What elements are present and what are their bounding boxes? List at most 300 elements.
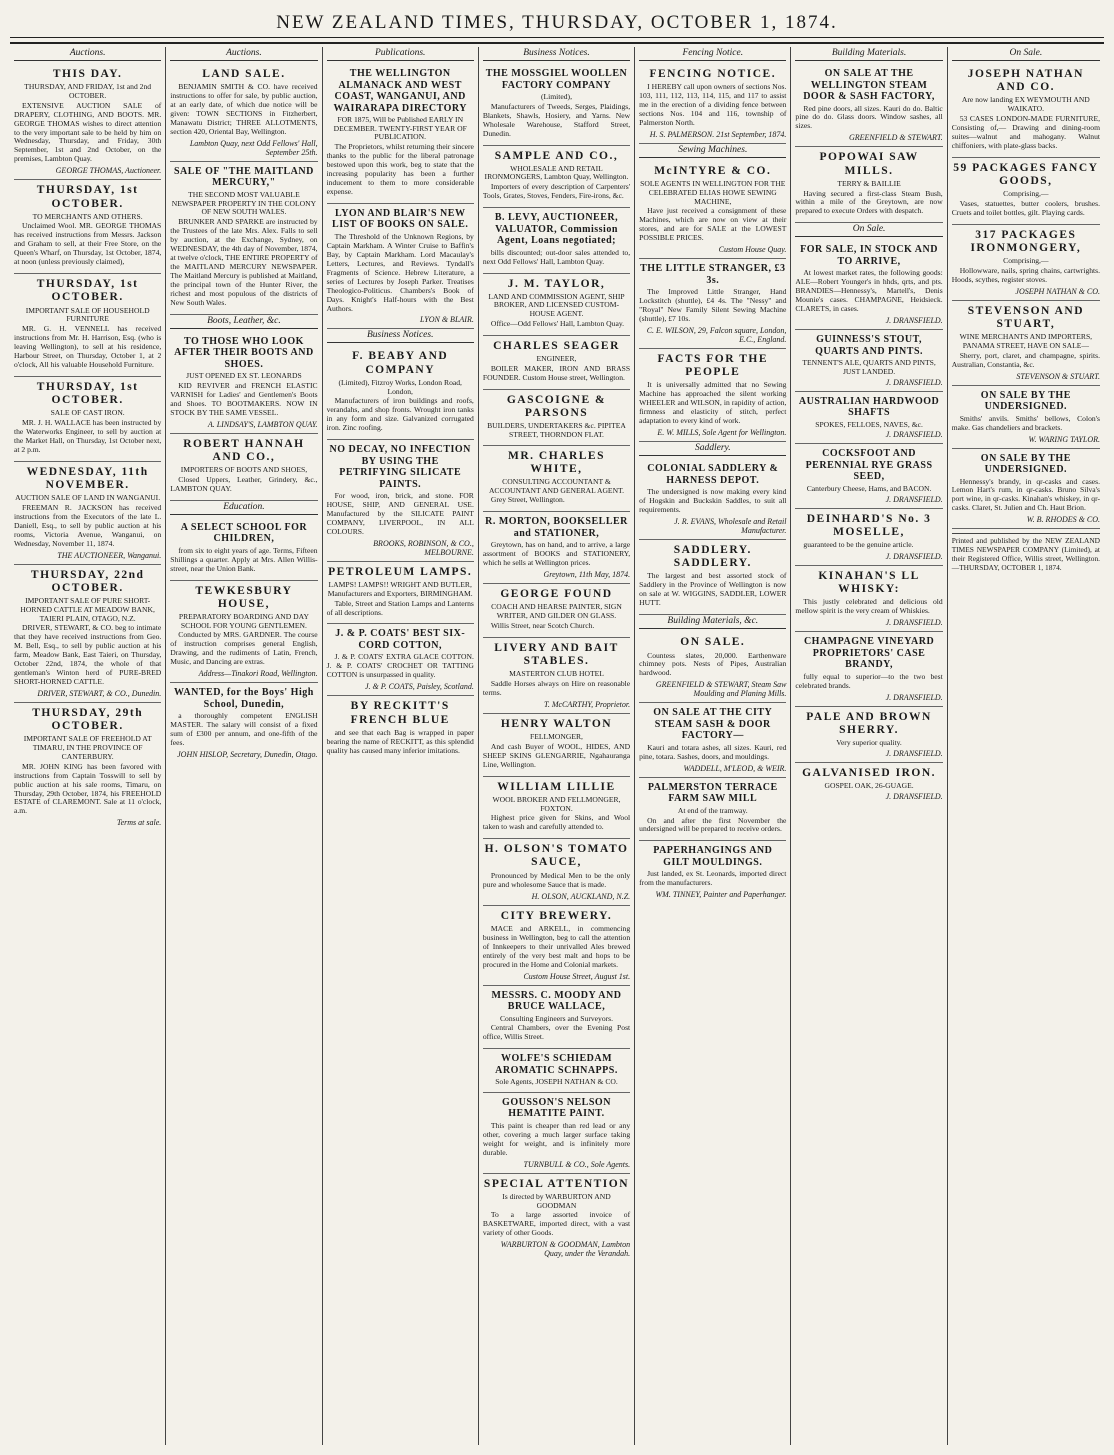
ad-signature: C. E. WILSON, 29, Falcon square, London, E.C., England. [646, 325, 787, 344]
ad-subtitle: COACH AND HEARSE PAINTER, SIGN WRITER, AND GILDER ON GLASS. [491, 602, 622, 621]
ad-body [483, 249, 630, 267]
ad-paragraph: fully equal to superior—to the two best celebrated brands. [795, 671, 943, 690]
advertisement [795, 240, 942, 330]
ad-signature: Address—Tinakori Road, Wellington. [198, 669, 318, 679]
ad-title: LIVERY AND BAIT STABLES. [494, 641, 619, 668]
ad-title: 59 PACKAGES FANCY GOODS, [953, 161, 1099, 187]
ad-title: STEVENSON AND STUART, [967, 304, 1085, 331]
ad-title: SALE OF "THE MAITLAND MERCURY," [173, 165, 314, 189]
ad-body [483, 743, 630, 770]
ad-paragraph: Greytown, has on hand, and to arrive, a large assortment of BOOKS and STATIONERY, which he sells at Wellington prices. [482, 540, 631, 568]
advertisement [639, 349, 786, 442]
ad-body [952, 478, 1100, 514]
ad-body [327, 600, 474, 618]
advertisement [952, 225, 1100, 301]
advertisement [483, 638, 630, 714]
ad-title: THURSDAY, 1st OCTOBER. [36, 278, 139, 304]
ad-subtitle: Canterbury Cheese, Hams, and BACON. [806, 483, 932, 493]
ad-signature: WADDELL, M'LEOD, & WEIR. [683, 763, 787, 773]
ad-title: PETROLEUM LAMPS. [328, 565, 473, 578]
ad-paragraph: DRIVER, STEWART, & CO. beg to intimate that they have received instructions from Geo. M. Bell, Esq., to sell by public auction at his farm, Meadow Bank, East Taieri, on Thursday, October 22nd, 1874, the whole of that gentleman's Winton herd of PURE-BRED SHORT-HORNED CATTLE. [14, 623, 162, 687]
ad-paragraph: And cash Buyer of WOOL, HIDES, AND SHEEP SKINS GLENGARRIE, Ngahauranga Line, Wellington. [482, 741, 631, 769]
ad-title: CHAMPAGNE VINEYARD PROPRIETORS' CASE BRANDY, [803, 636, 935, 671]
ad-title: THURSDAY, 1st OCTOBER. [36, 380, 139, 407]
ad-paragraph: It is universally admitted that no Sewing Machine has approached the silent working WHEELER and WILSON, in rapidity of action, firmness and elasticity of stitch, perfect adaptation to every kind of work. [639, 380, 787, 426]
ad-signature: J. DRANSFIELD. [885, 430, 943, 440]
ad-title: THE MOSSGIEL WOOLLEN FACTORY COMPANY [485, 68, 628, 91]
ad-paragraph: Closed Uppers, Leather, Grindery, &c., LAMBTON QUAY. [170, 474, 318, 493]
column-2 [166, 47, 322, 1445]
ad-signature: Terms at sale. [116, 818, 162, 828]
ad-title: ON SALE. [680, 636, 746, 649]
advertisement [483, 986, 630, 1050]
ad-subtitle: SALE OF CAST IRON. [50, 408, 125, 418]
ad-subtitle: ENGINEER, [536, 354, 577, 364]
advertisement [952, 301, 1100, 386]
ad-paragraph: Office—Odd Fellows' Hall, Lambton Quay. [490, 318, 625, 328]
advertisement [327, 346, 474, 440]
ad-body [952, 267, 1100, 285]
advertisement [483, 390, 630, 446]
ad-body [170, 382, 317, 418]
ad-title: McINTYRE & CO. [654, 164, 772, 177]
advertisement [170, 581, 317, 684]
advertisement [795, 509, 942, 566]
ad-body [14, 222, 161, 267]
ad-title: TEWKESBURY HOUSE, [195, 584, 293, 610]
advertisement [639, 259, 786, 349]
ad-subtitle: Comprising,— [1003, 189, 1049, 199]
ad-paragraph: MR. J. H. WALLACE has been instructed by the Waterworks Engineer, to sell by auction at the Market Hall, on Thursday, 1st October next, at 2 p.m. [14, 418, 162, 454]
ad-body [639, 817, 786, 835]
ad-subtitle: MASTERTON CLUB HOTEL [509, 669, 604, 679]
ad-body [327, 729, 474, 756]
ad-signature: J. DRANSFIELD. [885, 551, 943, 561]
advertisement [483, 208, 630, 273]
ad-signature: W. WARING TAYLOR. [1028, 434, 1100, 444]
ad-paragraph: 53 CASES LONDON-MADE FURNITURE, Consisting of,— Drawing and dining-room suites—walnut and mahogany. Walnut chiffoniers, with plate-glass backs. [951, 113, 1100, 150]
section-heading: Business Notices. [483, 47, 630, 61]
ad-title: ON SALE AT THE WELLINGTON STEAM DOOR & SASH FACTORY, [803, 68, 935, 102]
advertisement [483, 146, 630, 209]
ad-title: CITY BREWERY. [500, 909, 613, 922]
ad-paragraph: Willis Street, near Scotch Church. [490, 620, 595, 630]
ad-paragraph: The Improved Little Stranger, Hand Lockstitch (shuttle), £4 4s. The "Nessy" and "Royal" New Family Silent Sewing Machine (shuttle), £7 10s. [639, 287, 787, 324]
ad-body [483, 183, 630, 201]
ad-title: J. M. TAYLOR, [507, 277, 606, 290]
ad-paragraph: Manufacturers of iron buildings and roofs, verandahs, and shop fronts. Wrought iron tanks in any form and size. Galvanized corrugated iron. Zinc roofing. [326, 396, 474, 433]
advertisement [795, 566, 942, 632]
advertisement [483, 584, 630, 638]
ad-title: DEINHARD'S No. 3 MOSELLE, [806, 512, 932, 538]
ad-title: A SELECT SCHOOL FOR CHILDREN, [180, 521, 308, 545]
ad-paragraph: Hollowware, nails, spring chains, cartwrights. Hoods, scythes, register stoves. [951, 265, 1100, 284]
ad-body [483, 925, 630, 970]
ad-body [795, 598, 942, 616]
advertisement [795, 392, 942, 445]
ad-title: CHARLES SEAGER [493, 339, 620, 352]
ad-title: GUINNESS'S STOUT, QUARTS AND PINTS. [815, 334, 923, 357]
ad-paragraph: On and after the first November the undersigned will be prepared to receive orders. [639, 815, 787, 834]
advertisement [170, 683, 317, 763]
section-heading: Education. [170, 501, 317, 515]
ad-body [483, 496, 630, 505]
ad-body [483, 365, 630, 383]
ad-paragraph: To a large assorted invoice of BASKETWARE, imported direct, with a vast variety of other Goods. [482, 1210, 631, 1238]
advertisement [795, 330, 942, 391]
advertisement [639, 161, 786, 259]
ad-body [170, 83, 317, 137]
section-heading: On Sale. [795, 223, 942, 237]
advertisement [170, 64, 317, 162]
ad-signature: BROOKS, ROBINSON, & CO., MELBOURNE. [373, 538, 474, 557]
ad-subtitle: Is directed by WARBURTON AND GOODMAN [502, 1191, 611, 1210]
ad-subtitle: WOOL BROKER AND FELLMONGER, FOXTON. [492, 794, 621, 813]
ad-body [170, 631, 317, 667]
ad-body [170, 712, 317, 748]
ad-subtitle: WINE MERCHANTS AND IMPORTERS, PANAMA STREET, HAVE ON SALE— [959, 332, 1093, 350]
ad-paragraph: This paint is cheaper than red lead or any other, covering a much larger surface taking weight for weight, and is infinitely more durable. [482, 1120, 631, 1157]
ad-paragraph: KID REVIVER and FRENCH ELASTIC VARNISH for Ladies' and Gentlemen's Boots and Shoes. TO BOOTMAKERS. NOW IN STOCK BY THE SAME VESSEL. [170, 380, 318, 417]
ad-subtitle: TO MERCHANTS AND OTHERS. [32, 211, 143, 221]
ad-body [170, 476, 317, 494]
ad-paragraph: Just landed, ex St. Leonards, imported direct from the manufacturers. [639, 869, 787, 888]
ad-subtitle: AUCTION SALE OF LAND IN WANGANUI. [15, 493, 161, 503]
column-1 [10, 47, 166, 1445]
ad-subtitle: BUILDERS, UNDERTAKERS &c. PIPITEA STREET, THORNDON FLAT. [487, 421, 626, 439]
advertisement [639, 703, 786, 777]
ad-paragraph: from six to eight years of age. Terms, Fifteen Shillings a quarter. Apply at Mrs. Allen Willis-street, near the Union Bank. [170, 545, 318, 573]
advertisement [952, 158, 1100, 225]
advertisement [483, 1049, 630, 1093]
advertisement [483, 906, 630, 986]
ad-signature: Custom House Street, August 1st. [523, 971, 631, 981]
ad-body [639, 572, 786, 608]
ad-body [639, 870, 786, 888]
column-6 [791, 47, 947, 1445]
advertisement [483, 714, 630, 777]
ad-signature: STEVENSON & STUART. [1016, 371, 1100, 381]
advertisement [327, 64, 474, 204]
ad-subtitle: Sole Agents, JOSEPH NATHAN & CO. [495, 1077, 618, 1087]
ad-title: GEORGE FOUND [500, 588, 613, 601]
ad-body [14, 419, 161, 455]
advertisement [483, 1174, 630, 1263]
ad-paragraph: guaranteed to be the genuine article. [803, 539, 914, 549]
ad-paragraph: Hennessy's brandy, in qr-casks and cases. Lemon Hart's rum, in qr-casks. Bruno Silva's port wine, in qr-casks. Kinahan's whiskey, in qr-casks. Claret, St. Julien and Ch. Haut Brion. [951, 476, 1100, 513]
ad-signature: H. S. PALMERSON. 21st September, 1874. [649, 129, 787, 139]
advertisement [14, 565, 161, 703]
advertisement [14, 462, 161, 565]
column-4 [479, 47, 635, 1445]
publisher-imprint: Printed and published by the NEW ZEALAND TIMES NEWSPAPER COMPANY (Limited), at their Registered Office, Willis street, Wellington.—THURSDAY, OCTOBER 1, 1874. [952, 533, 1100, 573]
ad-title: GASCOIGNE & PARSONS [506, 393, 607, 419]
ad-title: COLONIAL SADDLERY & HARNESS DEPOT. [647, 463, 779, 486]
ad-signature: TURNBULL & CO., Sole Agents. [523, 1159, 631, 1169]
section-heading: Publications. [327, 47, 474, 61]
ad-paragraph: Unclaimed Wool. MR. GEORGE THOMAS has received instructions from Messrs. Jackson and Graham to sell, at their Free Store, on the Queen's Wharf, on Thursday, 1st October, 1874, at noon (unless previously claimed), [14, 221, 162, 267]
ad-title: THURSDAY, 29th OCTOBER. [32, 707, 144, 733]
ad-body [483, 1211, 630, 1238]
ad-paragraph: I HEREBY call upon owners of sections Nos. 103, 111, 112, 113, 114, 115, and 117 to assist me in the erection of a dividing fence between sections Nos. 104 and 116, township of Palmerston North. [639, 82, 787, 128]
section-heading: Saddlery. [639, 442, 786, 456]
advertisement [483, 64, 630, 146]
ad-body [170, 218, 317, 308]
ad-subtitle: FELLMONGER, [530, 732, 583, 742]
ad-title: J. & P. COATS' BEST SIX-CORD COTTON, [335, 628, 466, 651]
ad-body [639, 744, 786, 762]
advertisement [483, 446, 630, 513]
ad-title: R. MORTON, BOOKSELLER and STATIONER, [485, 516, 628, 539]
advertisement [639, 540, 786, 615]
ad-title: ON SALE BY THE UNDERSIGNED. [980, 452, 1071, 475]
ad-title: SPECIAL ATTENTION [483, 1177, 630, 1190]
section-heading: Sewing Machines. [639, 144, 786, 158]
advertisement [327, 624, 474, 696]
ad-subtitle: THE SECOND MOST VALUABLE NEWSPAPER PROPERTY IN THE COLONY OF NEW SOUTH WALES. [171, 189, 317, 217]
ad-paragraph: MACE and ARKELL, in commencing business in Wellington, beg to call the attention of Innkeepers to their unrivalled Ales brewed entirely of the very best malt and hops to be procured in the Home and Colonial markets. [482, 923, 631, 969]
advertisement [795, 763, 942, 805]
ad-body [639, 83, 786, 128]
ad-title: THE WELLINGTON ALMANACK AND WEST COAST, WANGANUI, AND WAIRARAPA DIRECTORY [333, 68, 467, 114]
advertisement [483, 336, 630, 390]
ad-subtitle: (Limited), Fitzroy Works, London Road, London, [338, 377, 462, 396]
ad-title: PALE AND BROWN SHERRY. [806, 710, 932, 736]
advertisement [795, 632, 942, 706]
ad-title: POPOWAI SAW MILLS. [819, 151, 919, 177]
ad-subtitle: CONSULTING ACCOUNTANT & ACCOUNTANT AND GENERAL AGENT. [488, 476, 625, 495]
ad-paragraph: Have just received a consignment of these Machines, which are now on view at their stores, and are for SALE at the LOWEST POSSIBLE PRICES. [639, 206, 787, 243]
ad-subtitle: LAMPS! LAMPS!! WRIGHT AND BUTLER, Manufacturers and Exporters, BIRMINGHAM. [327, 580, 473, 598]
advertisement [795, 707, 942, 763]
advertisement [639, 459, 786, 540]
ad-signature: Custom House Quay. [718, 245, 787, 255]
section-heading: Boots, Leather, &c. [170, 315, 317, 329]
advertisement [952, 449, 1100, 530]
ad-title: MESSRS. C. MOODY AND BRUCE WALLACE, [491, 989, 622, 1013]
ad-subtitle: TENNENT'S ALE, QUARTS AND PINTS, JUST LANDED. [802, 358, 936, 376]
ad-title: SAMPLE AND CO., [494, 149, 619, 162]
ad-body [795, 105, 942, 132]
ad-title: F. BEABY AND COMPANY [352, 350, 449, 376]
ad-signature: GREENFIELD & STEWART. [848, 133, 943, 143]
advertisement [795, 64, 942, 147]
ad-title: THURSDAY, 1st OCTOBER. [36, 184, 139, 210]
section-heading: Building Materials, &c. [639, 615, 786, 629]
ad-title: PAPERHANGINGS AND GILT MOULDINGS. [653, 845, 773, 868]
ad-signature: J. DRANSFIELD. [885, 377, 943, 387]
ad-body [327, 653, 474, 680]
section-heading: On Sale. [952, 47, 1100, 61]
advertisement [639, 64, 786, 144]
ad-title: SADDLERY. SADDLERY. [673, 544, 752, 570]
ad-title: COCKSFOOT AND PERENNIAL RYE GRASS SEED, [805, 448, 933, 483]
ad-paragraph: The largest and best assorted stock of Saddlery in the Province of Wellington is now on sale at W. WIGGINS, SADDLER, LOWER HUTT. [639, 571, 787, 608]
ad-body [639, 288, 786, 324]
ad-body [483, 622, 630, 631]
ad-subtitle: TERRY & BAILLIE [837, 178, 901, 188]
ad-title: WOLFE'S SCHIEDAM AROMATIC SCHNAPPS. [495, 1053, 618, 1076]
section-heading: Business Notices. [327, 329, 474, 343]
ad-title: FACTS FOR THE PEOPLE [657, 352, 768, 379]
ad-body [639, 488, 786, 515]
ad-paragraph: EXTENSIVE AUCTION SALE of DRAPERY, CLOTHING, AND BOOTS. MR. GEORGE THOMAS wishes to direct attention to the very important sale to be held by him on Wednesday, Thursday, and Friday, 30th September, 1st and 2nd October, on the premises, Lambton Quay. [14, 100, 162, 164]
ad-title: FOR SALE, IN STOCK AND TO ARRIVE, [800, 244, 938, 267]
ad-title: HENRY WALTON [500, 717, 613, 730]
advertisement [327, 696, 474, 761]
advertisement [483, 839, 630, 905]
ad-title: KINAHAN'S LL WHISKY: [818, 569, 920, 596]
ad-title: ROBERT HANNAH AND CO., [183, 437, 305, 463]
ad-title: WANTED, for the Boys' High School, Dunedin, [174, 687, 314, 710]
ad-subtitle: (Limited), [540, 92, 572, 101]
advertisement [14, 377, 161, 462]
ad-signature: J. & P. COATS, Paisley, Scotland. [364, 682, 474, 692]
ad-subtitle: THURSDAY, AND FRIDAY, 1st and 2nd OCTOBER. [24, 82, 152, 100]
advertisement [170, 434, 317, 501]
ad-title: THIS DAY. [52, 68, 123, 80]
column-7 [948, 47, 1104, 1445]
ad-signature: E. W. MILLS, Sole Agent for Wellington. [657, 428, 787, 438]
advertisement [327, 562, 474, 625]
ad-subtitle: JUST OPENED EX ST. LEONARDS [186, 371, 302, 381]
ad-body [795, 541, 942, 550]
ad-body [483, 872, 630, 890]
ad-title: 317 PACKAGES IRONMONGERY, [970, 228, 1082, 254]
ad-title: LYON AND BLAIR'S NEW LIST OF BOOKS ON SALE. [332, 207, 469, 231]
ad-signature: J. DRANSFIELD. [885, 748, 943, 758]
ad-body [952, 200, 1100, 218]
advertisement [170, 162, 317, 315]
ad-signature: JOHN HISLOP, Secretary, Dunedin, Otago. [177, 750, 318, 760]
ad-paragraph: Smiths' anvils. Smiths' bellows, Colon's make. Gas chandeliers and brackets. [951, 413, 1100, 432]
ad-title: WILLIAM LILLIE [497, 780, 616, 793]
advertisement [483, 274, 630, 336]
advertisement [795, 444, 942, 508]
ad-paragraph: a thoroughly competent ENGLISH MASTER. The salary will consist of a fixed sum of £300 per annum, and one-fifth of the fees. [170, 711, 318, 748]
ad-body [14, 504, 161, 549]
ad-paragraph: Sherry, port, claret, and champagne, spirits. Australian, Constantia, &c. [951, 350, 1100, 369]
advertisement [639, 778, 786, 842]
ad-subtitle: SOLE AGENTS IN WELLINGTON FOR THE CELEBRATED ELIAS HOWE SEWING MACHINE, [640, 179, 786, 206]
ad-subtitle: Comprising,— [1003, 256, 1049, 266]
ad-subtitle: IMPORTERS OF BOOTS AND SHOES, [180, 465, 308, 475]
ad-paragraph: Saddle Horses always on Hire on reasonable terms. [482, 679, 631, 697]
ad-body [639, 207, 786, 243]
ad-paragraph: Manufacturers of Tweeds, Serges, Plaidings, Blankets, Shawls, Hosiery, and Yarns. New Wholesale Warehouse, Stafford Street, Dunedin. [482, 101, 631, 138]
ad-body [14, 325, 161, 370]
ad-signature: Greytown, 11th May, 1874. [543, 570, 631, 580]
ad-paragraph: For wood, iron, brick, and stone. FOR HOUSE, SHIP, AND GENERAL USE. Manufactured by the SILICATE PAINT COMPANY, LIVERPOOL, IN ALL COLOURS. [326, 491, 474, 536]
ad-paragraph: MR. G. H. VENNELL has received instructions from Mr. H. Harrison, Esq. (who is leaving Wellington), to sell at his residence, Harbour Street, on Thursday, October 1, at 2 o'clock, All his valuable Household Furniture. [14, 324, 162, 369]
ad-paragraph: The undersigned is now making every kind of Hogskin and Buckskin Saddles, to suit all requirements. [639, 487, 787, 515]
ad-signature: JOSEPH NATHAN & CO. [1015, 286, 1100, 296]
ad-subtitle: Consulting Engineers and Surveyors. [499, 1013, 614, 1023]
advertisement [327, 204, 474, 330]
ad-title: TO THOSE WHO LOOK AFTER THEIR BOOTS AND SHOES. [174, 335, 314, 370]
ad-paragraph: and see that each Bag is wrapped in paper bearing the name of RECKITT, as this splendid quality has caused many inferior imitations. [326, 727, 474, 755]
ad-body [170, 547, 317, 574]
ad-paragraph: Having secured a first-class Steam Bush, within a mile of the Greytown, are now prepared to execute Orders with despatch. [795, 188, 943, 216]
ad-paragraph: BOILER MAKER, IRON AND BRASS FOUNDER. Custom House street, Wellington. [482, 363, 631, 382]
advertisement [639, 632, 786, 703]
advertisement [14, 274, 161, 377]
advertisement [327, 440, 474, 562]
ad-body [327, 492, 474, 537]
ad-body [14, 763, 161, 817]
ad-title: MR. CHARLES WHITE, [507, 449, 605, 475]
ad-body [952, 352, 1100, 370]
ad-subtitle: PREPARATORY BOARDING AND DAY SCHOOL FOR YOUNG GENTLEMEN. [178, 612, 309, 630]
ad-paragraph: BENJAMIN SMITH & CO. have received instructions to offer for sale, by public auction, at an early date, of which due notice will be given: TOWN SECTIONS in Fitzherbert, Manawatu District; THREE ALLOTMENTS, section 420, Oriental Bay, Wellington. [170, 82, 318, 136]
ad-signature: J. DRANSFIELD. [885, 791, 943, 801]
ad-subtitle: IMPORTANT SALE OF HOUSEHOLD FURNITURE [25, 305, 150, 324]
ad-title: THE LITTLE STRANGER, £3 3s. [640, 263, 786, 286]
ad-signature: GREENFIELD & STEWART, Steam Saw Moulding and Planing Mills. [655, 680, 787, 699]
advertisement [952, 386, 1100, 449]
ad-paragraph: Conducted by MRS. GARDNER. The course of instruction comprises general English, Drawing, and the rudiments of Latin, French, Music, and Dancing are extras. [170, 630, 318, 667]
ad-paragraph: This justly celebrated and delicious old mellow spirit is the very cream of Whiskies. [795, 597, 943, 616]
masthead [10, 10, 1104, 44]
ad-paragraph: bills discounted; out-door sales attended to, next Odd Fellows' Hall, Lambton Quay. [482, 247, 631, 266]
advertisement [483, 777, 630, 840]
ad-title: H. OLSON'S TOMATO SAUCE, [484, 843, 629, 869]
section-heading: Building Materials. [795, 47, 942, 61]
ad-body [483, 680, 630, 698]
ad-paragraph: The Proprietors, whilst returning their sincere thanks to the public for the liberal patronage bestowed upon this work, beg to state that the increasing popularity has been a further inducement to them to more considerable expense. [326, 142, 474, 196]
ad-title: BY RECKITT'S FRENCH BLUE [350, 700, 450, 726]
ad-paragraph: Pronounced by Medical Men to be the only pure and wholesome Sauce that is made. [482, 870, 631, 889]
ad-title: ON SALE AT THE CITY STEAM SASH & DOOR FACTORY— [653, 707, 773, 742]
ad-signature: GEORGE THOMAS, Auctioneer. [55, 166, 162, 176]
advertisement [14, 703, 161, 831]
ad-title: B. LEVY, AUCTIONEER, VALUATOR, Commission Agent, Loans negotiated; [494, 212, 619, 247]
ad-body [483, 320, 630, 329]
ad-subtitle: IMPORTANT SALE OF PURE SHORT-HORNED CATTLE AT MEADOW BANK, TAIERI PLAIN, OTAGO, N.Z. [20, 596, 155, 623]
ad-paragraph: BRUNKER AND SPARKE are instructed by the Trustees of the late Mrs. Alex. Falls to sell by auction, at the Exchange, Sydney, on WEDNESDAY, the 4th day of November, 1874, at twelve o'clock, THE ENTIRE PROPERTY of the MAITLAND MERCURY NEWSPAPER. The Maitland Mercury is published at Maitland, the principal town of the Hunter River, the richest and most populous of the districts of New South Wales. [170, 217, 318, 307]
ad-paragraph: Kauri and totara ashes, all sizes. Kauri, red pine, totara. Sashes, doors, and mouldings. [639, 742, 787, 761]
ad-paragraph: Highest price given for Skins, and Wool taken to wash and carefully attended to. [482, 813, 631, 832]
ad-title: PALMERSTON TERRACE FARM SAW MILL [647, 781, 778, 805]
ad-subtitle: SPOKES, FELLOES, NAVES, &c. [815, 419, 923, 429]
advertisement [639, 841, 786, 903]
masthead-title: NEW ZEALAND TIMES, THURSDAY, OCTOBER 1, 1874. [276, 12, 838, 33]
ad-paragraph: Importers of every description of Carpenters' Tools, Grates, Stoves, Fenders, Fire-irons, &c. [482, 182, 631, 201]
ad-body [14, 102, 161, 165]
section-heading: Auctions. [14, 47, 161, 61]
ad-signature: WM. TINNEY, Painter and Paperhanger. [655, 890, 787, 900]
ad-paragraph: Central Chambers, over the Evening Post office, Willis Street. [482, 1023, 631, 1042]
ad-signature: J. DRANSFIELD. [885, 692, 943, 702]
ad-subtitle: GOSPEL OAK, 26-GUAGE. [824, 781, 914, 791]
ad-paragraph: Vases, statuettes, butter coolers, brushes. Cruets and toilet bottles, gilt. Playing cards. [951, 198, 1100, 217]
ad-body [952, 415, 1100, 433]
advertisement [14, 64, 161, 180]
ad-body [639, 652, 786, 679]
ad-signature: J. DRANSFIELD. [885, 316, 943, 326]
section-heading: Fencing Notice. [639, 47, 786, 61]
ad-signature: THE AUCTIONEER, Wanganui. [57, 550, 162, 560]
ad-signature: J. DRANSFIELD. [885, 618, 943, 628]
ad-paragraph: Grey Street, Wellington. [490, 495, 565, 505]
advertisement [795, 147, 942, 223]
columns [10, 47, 1104, 1445]
ad-subtitle: FOR 1875, Will be Published EARLY IN DECEMBER. TWENTY-FIRST YEAR OF PUBLICATION. [333, 115, 467, 142]
ad-body [483, 1122, 630, 1158]
ad-subtitle: At end of the tramway. [677, 805, 748, 815]
ad-signature: A. LINDSAY'S, LAMBTON QUAY. [207, 419, 318, 429]
ad-body [483, 1024, 630, 1042]
